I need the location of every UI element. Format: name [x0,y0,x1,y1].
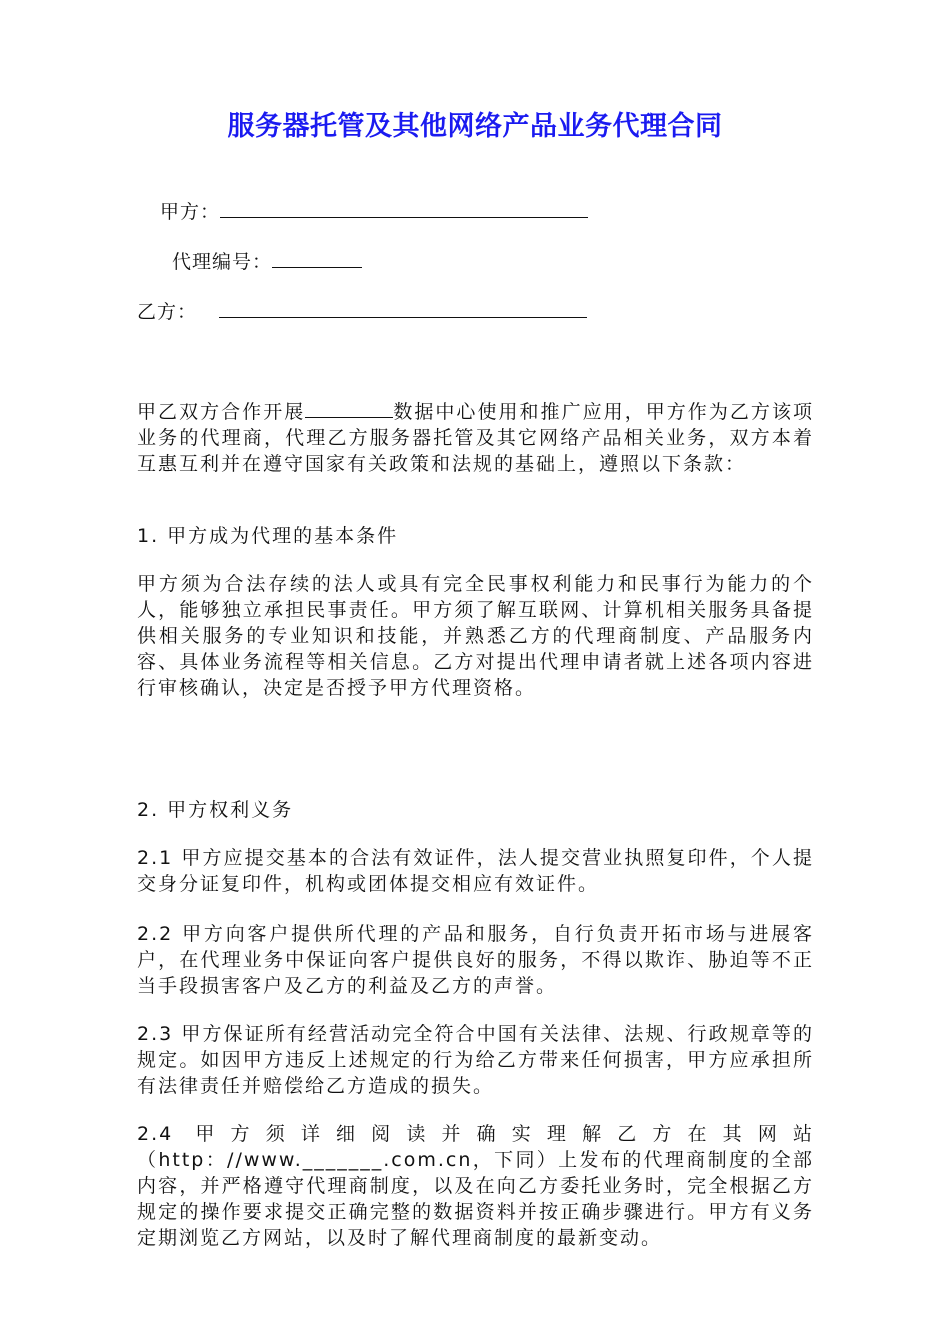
party-b-blank[interactable] [219,299,587,318]
party-b-line [137,299,587,325]
agent-no-line [172,249,362,275]
party-b-label: 乙方： [137,301,198,323]
clause-2-4: 2.4 甲方须详细阅读并确实理解乙方在其网站（http：//www._______.com.cn，下同）上发布的代理商制度的全部内容，并严格遵守代理商制度，以及在向乙方委托业务时，完全根据乙方规定的操作要求提交正确完整的数据资料并按正确步骤进行。甲方有义务定期浏览乙方网站，以及时了解代理商制度的最新变动。 [137,1123,814,1249]
party-a-line [160,199,588,225]
intro-paragraph [137,399,814,477]
clause-2-2: 2.2 甲方向客户提供所代理的产品和服务，自行负责开拓市场与进展客户，在代理业务中保证向客户提供良好的服务，不得以欺诈、胁迫等不正当手段损害客户及乙方的利益及乙方的声誉。 [137,923,814,997]
intro-part2: 数据中心使用和推广应用，甲方作为乙方该项业务的代理商，代理乙方服务器托管及其它网络产品相关业务，双方本着互惠互利并在遵守国家有关政策和法规的基础上，遵照以下条款： [137,401,814,475]
section-1-heading: 1. 甲方成为代理的基本条件 [137,525,399,547]
intro-blank[interactable] [305,399,393,418]
clause-2-1: 2.1 甲方应提交基本的合法有效证件，法人提交营业执照复印件，个人提交身分证复印件，机构或团体提交相应有效证件。 [137,847,814,895]
agent-no-label: 代理编号： [172,251,273,273]
agent-no-blank[interactable] [272,249,362,268]
section-2-heading: 2. 甲方权利义务 [137,799,294,821]
intro-part1: 甲乙双方合作开展 [137,401,306,423]
document-title: 服务器托管及其他网络产品业务代理合同 [227,111,723,142]
section-1-body: 甲方须为合法存续的法人或具有完全民事权利能力和民事行为能力的个人，能够独立承担民事责任。甲方须了解互联网、计算机相关服务具备提供相关服务的专业知识和技能，并熟悉乙方的代理商制度、产品服务内容、具体业务流程等相关信息。乙方对提出代理申请者就上述各项内容进行审核确认，决定是否授予甲方代理资格。 [137,573,814,699]
party-a-blank[interactable] [220,199,588,218]
party-a-label: 甲方： [160,201,221,223]
clause-2-3: 2.3 甲方保证所有经营活动完全符合中国有关法律、法规、行政规章等的规定。如因甲方违反上述规定的行为给乙方带来任何损害，甲方应承担所有法律责任并赔偿给乙方造成的损失。 [137,1023,814,1097]
